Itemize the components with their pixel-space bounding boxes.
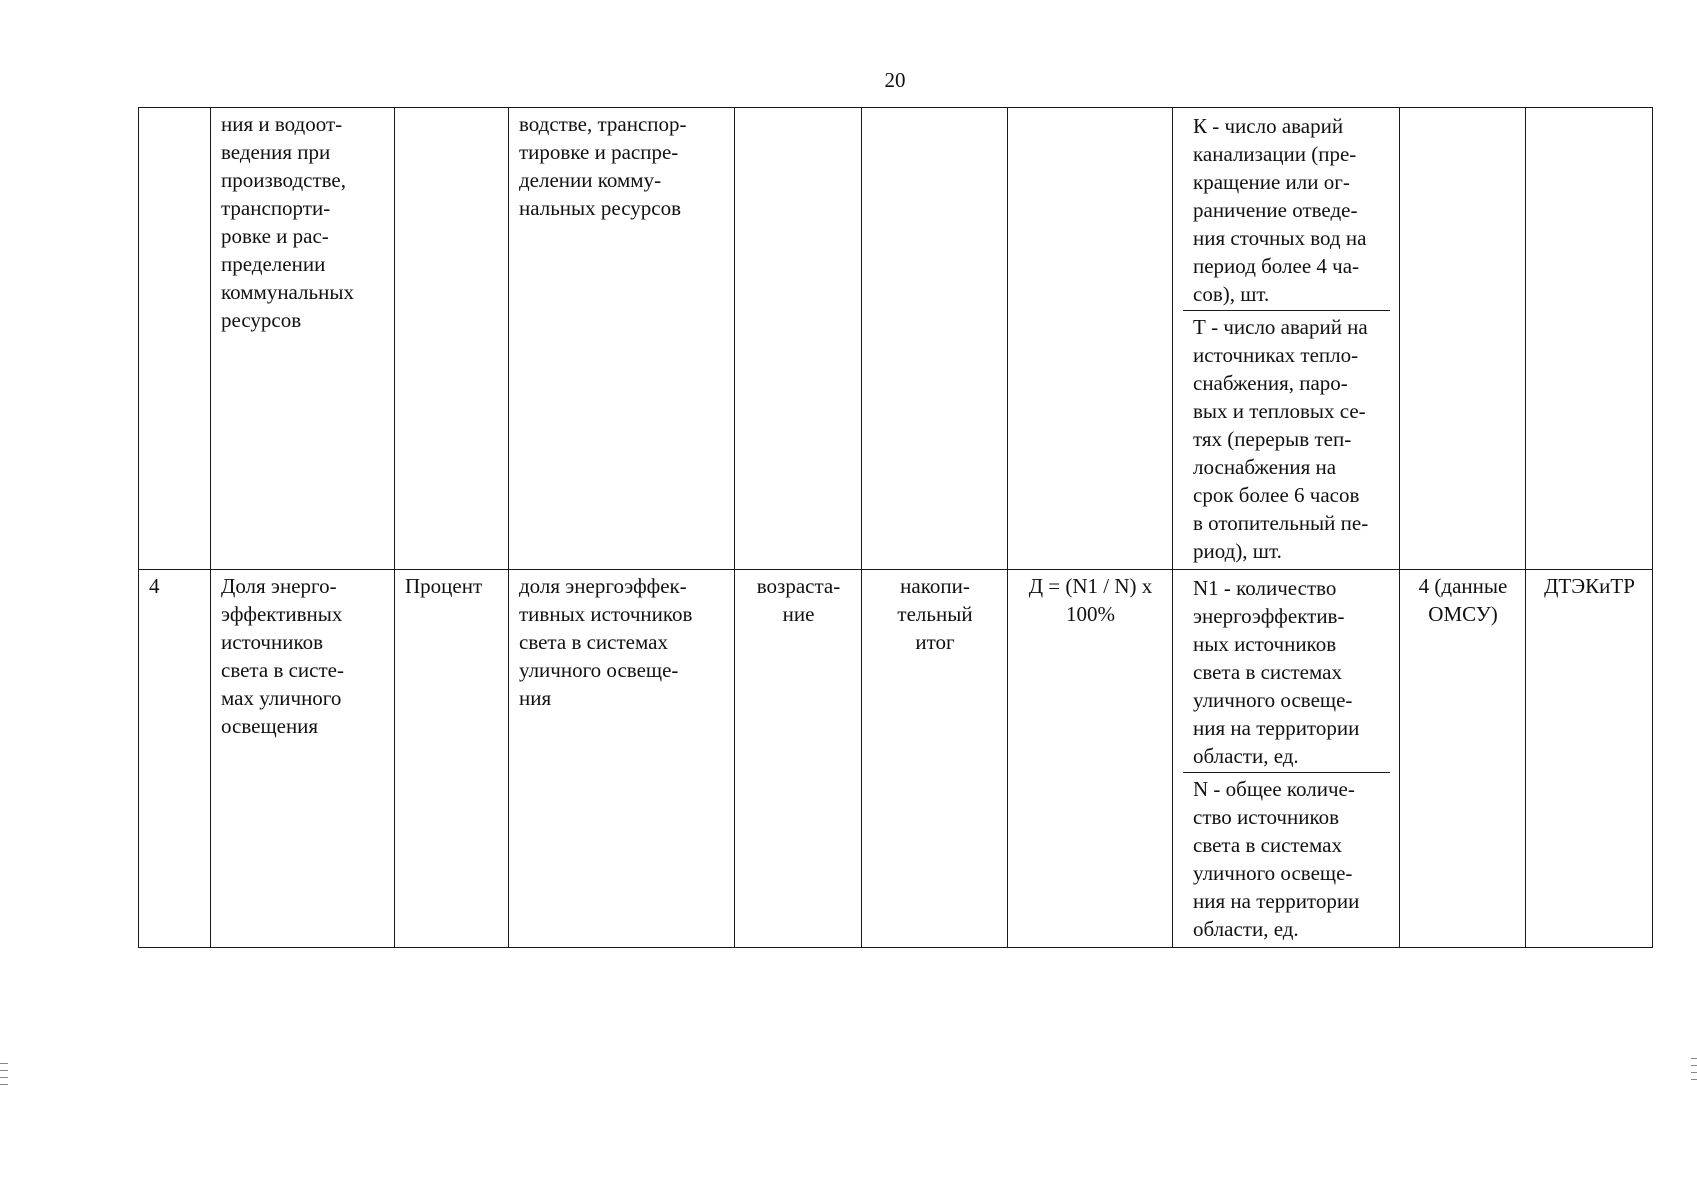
text-line: ния: [519, 686, 552, 710]
text-line: ния сточных вод на: [1193, 226, 1367, 250]
text-line: лоснабжения на: [1193, 455, 1337, 479]
cell-trend: [735, 108, 862, 570]
cell-type: [862, 570, 1008, 948]
text-line: ние: [782, 602, 815, 626]
text-line: делении комму-: [519, 168, 662, 192]
text-line: канализации (пре-: [1193, 142, 1357, 166]
text-line: тивных источников: [519, 602, 693, 626]
text-line: тях (перерыв теп-: [1193, 427, 1352, 451]
text-line: мах уличного: [221, 686, 342, 710]
component-k: [1183, 110, 1390, 310]
component-n1: [1183, 572, 1390, 772]
text-line: доля энергоэффек-: [519, 574, 687, 598]
text-line: Доля энерго-: [221, 574, 337, 598]
cell-components: [1173, 108, 1400, 570]
text-line: вых и тепловых се-: [1193, 399, 1366, 423]
indicator-table: [138, 107, 1653, 948]
text-line: ния и водоот-: [221, 112, 343, 136]
text-line: водстве, транспор-: [519, 112, 687, 136]
text-line: ресурсов: [221, 308, 302, 332]
cell-responsible: ДТЭКиТР: [1526, 570, 1653, 948]
text-line: света в системах: [1193, 833, 1342, 857]
text-line: раничение отведе-: [1193, 198, 1358, 222]
text-line: источников: [221, 630, 324, 654]
cell-number: [139, 108, 211, 570]
text-line: период более 4 ча-: [1193, 254, 1360, 278]
cell-type: [862, 108, 1008, 570]
text-line: света в систе-: [221, 658, 344, 682]
text-line: 100%: [1066, 602, 1115, 626]
text-line: света в системах: [1193, 660, 1342, 684]
text-line: Т - число аварий на: [1193, 315, 1368, 339]
cell-formula: [1008, 108, 1173, 570]
page-number: 20: [884, 68, 906, 92]
text-line: N1 - количество: [1193, 576, 1337, 600]
text-line: ных источников: [1193, 632, 1337, 656]
cell-indicator-name: [211, 570, 395, 948]
text-line: ния на территории: [1193, 889, 1360, 913]
text-line: ство источников: [1193, 805, 1340, 829]
text-line: возраста-: [756, 574, 841, 598]
text-line: энергоэффектив-: [1193, 604, 1345, 628]
cell-responsible: [1526, 108, 1653, 570]
text-line: сов), шт.: [1193, 282, 1270, 306]
text-line: ОМСУ): [1428, 602, 1498, 626]
cell-components: [1173, 570, 1400, 948]
text-line: освещения: [221, 714, 319, 738]
text-line: коммунальных: [221, 280, 354, 304]
text-line: Д = (N1 / N) х: [1028, 574, 1153, 598]
text-line: уличного освеще-: [1193, 688, 1353, 712]
text-line: тельный: [897, 602, 973, 626]
table-row: [139, 570, 1653, 948]
text-line: области, ед.: [1193, 744, 1299, 768]
text-line: итог: [915, 630, 955, 654]
text-line: ровке и рас-: [221, 224, 329, 248]
text-line: риод), шт.: [1193, 539, 1282, 563]
text-line: снабжения, паро-: [1193, 371, 1348, 395]
text-line: пределении: [221, 252, 326, 276]
cell-indicator-name: [211, 108, 395, 570]
cell-definition: [509, 570, 735, 948]
text-line: срок более 6 часов: [1193, 483, 1360, 507]
text-line: в отопительный пе-: [1193, 511, 1369, 535]
text-line: производстве,: [221, 168, 346, 192]
text-line: области, ед.: [1193, 917, 1299, 941]
cell-definition: [509, 108, 735, 570]
text-line: уличного освеще-: [519, 658, 679, 682]
text-line: накопи-: [900, 574, 970, 598]
cell-unit: Процент: [395, 570, 509, 948]
text-line: кращение или ог-: [1193, 170, 1350, 194]
text-line: ния на территории: [1193, 716, 1360, 740]
text-line: источниках тепло-: [1193, 343, 1359, 367]
cell-source: [1400, 570, 1526, 948]
text-line: 4 (данные: [1418, 574, 1508, 598]
table-row: [139, 108, 1653, 570]
text-line: ведения при: [221, 140, 331, 164]
scan-edge-mark: [1691, 1058, 1697, 1082]
cell-unit: [395, 108, 509, 570]
scan-edge-mark: [0, 1063, 8, 1087]
text-line: К - число аварий: [1193, 114, 1344, 138]
text-line: транспорти-: [221, 196, 331, 220]
text-line: уличного освеще-: [1193, 861, 1353, 885]
cell-source: [1400, 108, 1526, 570]
text-line: света в системах: [519, 630, 668, 654]
text-line: нальных ресурсов: [519, 196, 682, 220]
text-line: N - общее количе-: [1193, 777, 1355, 801]
text-line: эффективных: [221, 602, 343, 626]
cell-number: 4: [139, 570, 211, 948]
cell-trend: [735, 570, 862, 948]
text-line: тировке и распре-: [519, 140, 679, 164]
component-n: [1183, 772, 1390, 945]
cell-formula: [1008, 570, 1173, 948]
component-t: [1183, 310, 1390, 567]
